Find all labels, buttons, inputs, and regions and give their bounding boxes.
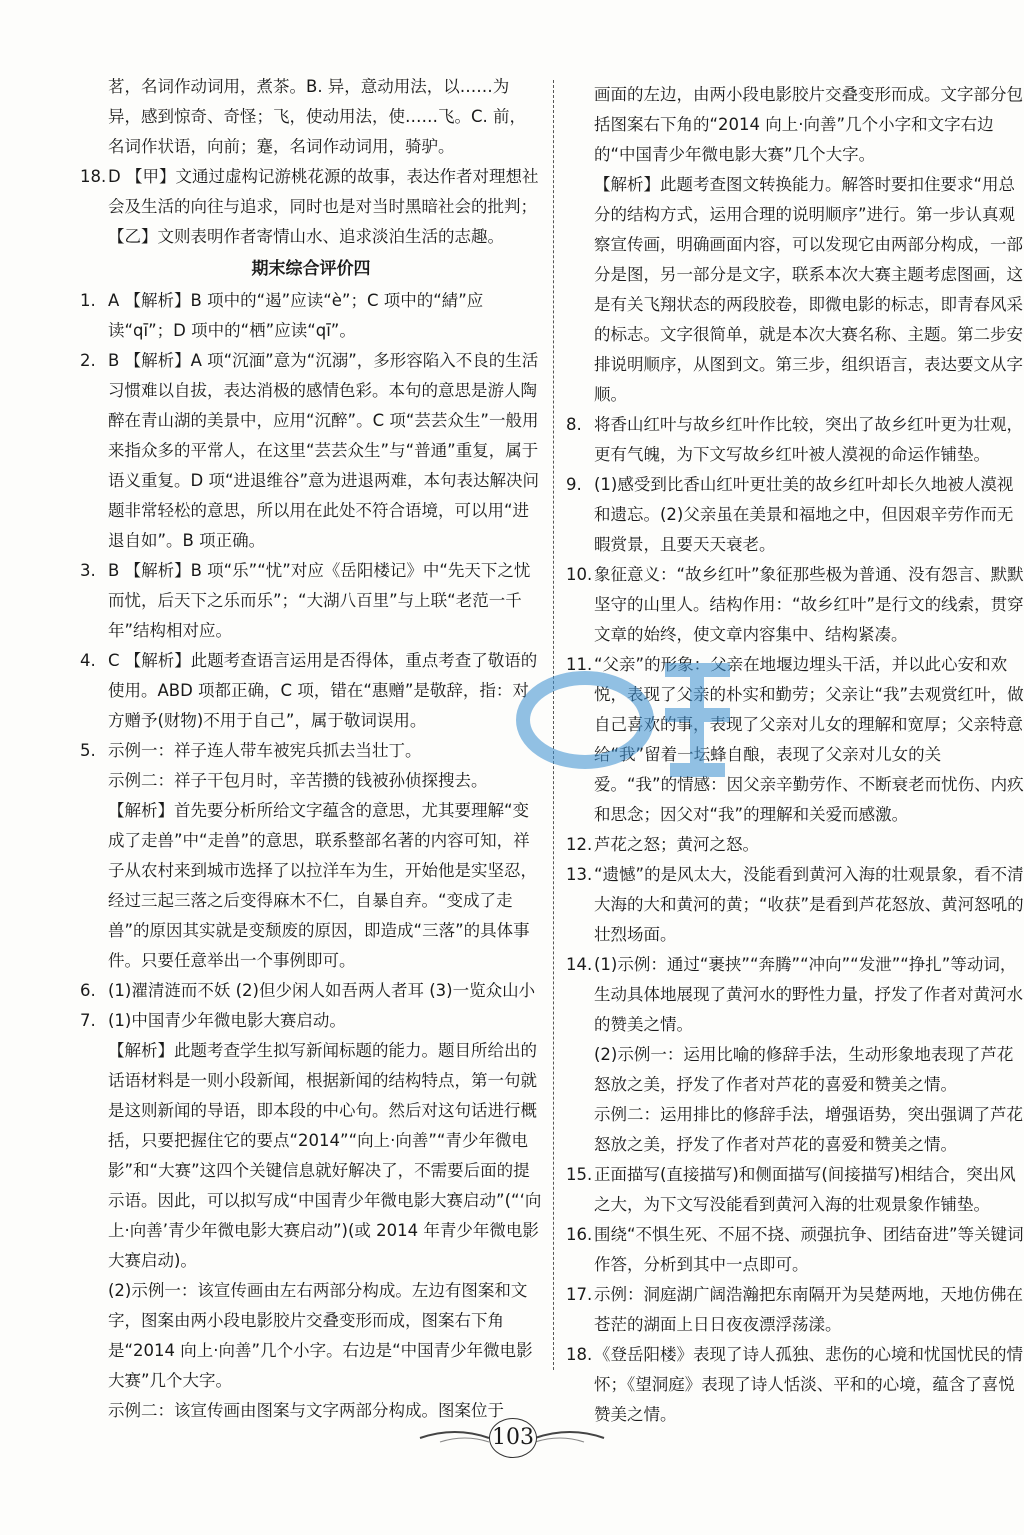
item-text: D 【甲】文通过虚构记游桃花源的故事，表达作者对理想社会及生活的向往与追求，同时也是对当时黑暗社会的批判；【乙】文则表明作者寄情山水、追求淡泊生活的志趣。 <box>108 167 539 246</box>
answer-item <box>566 950 1024 1040</box>
item-text: B 【解析】A 项“沉湎”意为“沉溺”，多形容陷入不良的生活习惯难以自拔，表达消极的感情色彩。本句的意思是游人陶醉在青山湖的美景中，应用“沉醉”。C 项“芸芸众生”一般用来指众多的平常人，在这里“芸芸众生”与“普通”重复，属于语义重复。D 项“进退维谷”意为进退两难，本句表达解决问题非常轻松的意思，所以用在此处不符合语境，可以用“进退自如”。B 项正确。 <box>108 351 540 550</box>
item-number: 7. <box>80 1011 96 1030</box>
sub-paragraph: 【解析】此题考查学生拟写新闻标题的能力。题目所给出的话语材料是一则小段新闻，根据新闻的结构特点，第一句就是这则新闻的导语，即本段的中心句。然后对这句话进行概括，只要把握住它的要点“2014”“向上·向善”“青少年微电影”和“大赛”这四个关键信息就好解决了，不需要后面的提示语。因此，可以拟写成“中国青少年微电影大赛启动”(“‘向上·向善’青少年微电影大赛启动”)(或 2014 年青少年微电影大赛启动)。 <box>108 1041 542 1270</box>
answer-item <box>566 1160 1024 1220</box>
item-text: (1)濯清涟而不妖 (2)但少闲人如吾两人者耳 (3)一览众山小 <box>108 981 536 1000</box>
sub-paragraph: (2)示例一：运用比喻的修辞手法，生动形象地表现了芦花怒放之美，抒发了作者对芦花的喜爱和赞美之情。 <box>594 1045 1014 1094</box>
item-text: (1)中国青少年微电影大赛启动。 <box>108 1011 346 1030</box>
answer-item <box>566 470 1024 560</box>
item-number: 8. <box>566 415 582 434</box>
item-number: 16. <box>566 1225 593 1244</box>
item-text: (1)感受到比香山红叶更壮美的故乡红叶却长久地被人漠视和遗忘。(2)父亲虽在美景和福地之中，但因艰辛劳作而无暇赏景，且要天天衰老。 <box>594 475 1014 554</box>
item-number: 3. <box>80 561 96 580</box>
item-number: 10. <box>566 565 593 584</box>
continued-text: 画面的左边，由两小段电影胶片交叠变形而成。文字部分包括图案右下角的“2014 向上·向善”几个小字和文字右边的“中国青少年微电影大赛”几个大字。 <box>594 85 1023 164</box>
item-number: 9. <box>566 475 582 494</box>
item-text: B 【解析】B 项“乐”“忧”对应《岳阳楼记》中“先天下之忧而忧，后天下之乐而乐”；“大湖八百里”与上联“老范一千年”结构相对应。 <box>108 561 531 640</box>
item-text: 示例：洞庭湖广阔浩瀚把东南隔开为吴楚两地，天地仿佛在苍茫的湖面上日日夜夜漂浮荡漾。 <box>594 1285 1023 1334</box>
answer-item <box>80 736 542 766</box>
answer-item <box>566 860 1024 950</box>
item-number: 12. <box>566 835 593 854</box>
item-number: 6. <box>80 981 96 1000</box>
answer-item <box>80 346 542 556</box>
continued-text: 【解析】此题考查图文转换能力。解答时要扣住要求“用总分的结构方式，运用合理的说明顺序”进行。第一步认真观察宣传画，明确画面内容，可以发现它由两部分构成，一部分是图，另一部分是文字，联系本次大赛主题考虑图画，这是有关飞翔状态的两段胶卷，即微电影的标志，即青春风采的标志。文字很简单，就是本次大赛名称、主题。第二步安排说明顺序，从图到文。第三步，组织语言，表达要文从字顺。 <box>594 175 1023 404</box>
item-number: 4. <box>80 651 96 670</box>
item-number: 13. <box>566 865 593 884</box>
item-text: 芦花之怒；黄河之怒。 <box>594 835 759 854</box>
answer-item <box>80 1006 542 1036</box>
section-title: 期末综合评价四 <box>251 259 371 279</box>
item-number: 5. <box>80 741 96 760</box>
item-number: 14. <box>566 955 593 974</box>
sub-paragraph: 示例二：该宣传画由图案与文字两部分构成。图案位于 <box>108 1401 504 1420</box>
answer-item <box>80 976 542 1006</box>
item-number: 18. <box>566 1345 593 1364</box>
item-text: C 【解析】此题考查语言运用是否得体，重点考查了敬语的使用。ABD 项都正确，C 项，错在“惠赠”是敬辞，指：对方赠予(财物)不用于自己”，属于敬词误用。 <box>108 651 538 730</box>
item-text: 正面描写(直接描写)和侧面描写(间接描写)相结合，突出风之大，为下文写没能看到黄河入海的壮观景象作铺垫。 <box>594 1165 1016 1214</box>
sub-paragraph: 示例二：祥子干包月时，辛苦攒的钱被孙侦探搜去。 <box>108 771 488 790</box>
answer-item <box>566 560 1024 650</box>
item-number: 15. <box>566 1165 593 1184</box>
answer-item <box>566 1280 1024 1340</box>
item-text: 象征意义：“故乡红叶”象征那些极为普通、没有怨言、默默坚守的山里人。结构作用：“故乡红叶”是行文的线索，贯穿文章的始终，使文章内容集中、结构紧凑。 <box>594 565 1024 644</box>
item-text: 围绕“不惧生死、不屈不挠、顽强抗争、团结奋进”等关键词作答，分析到其中一点即可。 <box>594 1225 1024 1274</box>
sub-paragraph: 示例二：运用排比的修辞手法，增强语势，突出强调了芦花怒放之美，抒发了作者对芦花的喜爱和赞美之情。 <box>594 1105 1023 1154</box>
item-text: 示例一：祥子连人带车被宪兵抓去当壮丁。 <box>108 741 422 760</box>
item-number: 17. <box>566 1285 593 1304</box>
answer-item <box>80 556 542 646</box>
continued-text: 茗，名词作动词用，煮茶。B. 异，意动用法，以……为异，感到惊奇、奇怪；飞，使动用法，使……飞。C. 前，名词作状语，向前；蹇，名词作动词用，骑驴。 <box>108 77 527 156</box>
item-text: (1)示例：通过“裹挟”“奔腾”“冲向”“发泄”“挣扎”等动词，生动具体地展现了黄河水的野性力量，抒发了作者对黄河水的赞美之情。 <box>594 955 1023 1034</box>
watermark-logo <box>515 640 755 800</box>
answer-item <box>566 830 1024 860</box>
item-text: 《登岳阳楼》表现了诗人孤独、悲伤的心境和忧国忧民的情怀；《望洞庭》表现了诗人恬淡、平和的心境，蕴含了喜悦赞美之情。 <box>594 1345 1023 1424</box>
item-text: “父亲”的形象：父亲在地堰边埋头干活，并以此心安和欢悦，表现了父亲的朴实和勤劳；父亲让“我”去观赏红叶，做自己喜欢的事，表现了父亲对儿女的理解和宽厚；父亲特意给“我”留着一坛蜂自酿，表现了父亲对儿女的关爱。“我”的情感：因父亲辛勤劳作、不断衰老而忧伤、内疚和思念；因父对“我”的理解和关爱而感激。 <box>594 655 1024 824</box>
item-text: “遗憾”的是风太大，没能看到黄河入海的壮观景象，看不清大海的大和黄河的黄；“收获”是看到芦花怒放、黄河怒吼的壮烈场面。 <box>594 865 1024 944</box>
left-column <box>80 72 542 1426</box>
answer-item <box>566 410 1024 470</box>
item-text: 将香山红叶与故乡红叶作比较，突出了故乡红叶更为壮观，更有气魄，为下文写故乡红叶被人漠视的命运作铺垫。 <box>594 415 1023 464</box>
item-number: 18. <box>80 167 107 186</box>
answer-item <box>80 646 542 736</box>
item-number: 1. <box>80 291 96 310</box>
item-number: 11. <box>566 655 593 674</box>
item-number: 2. <box>80 351 96 370</box>
item-text: A 【解析】B 项中的“遏”应读“è”；C 项中的“綪”应读“qī”；D 项中的“栖”应读“qī”。 <box>108 291 484 340</box>
page-number: 103 <box>489 1418 537 1458</box>
sub-paragraph: (2)示例一：该宣传画由左右两部分构成。左边有图案和文字，图案由两小段电影胶片交叠变形而成，图案右下角是“2014 向上·向善”几个小字。右边是“中国青少年微电影大赛”几个大字。 <box>108 1281 533 1390</box>
answer-item <box>80 162 542 252</box>
answer-item <box>80 286 542 346</box>
sub-paragraph: 【解析】首先要分析所给文字蕴含的意思，尤其要理解“变成了走兽”中“走兽”的意思，联系整部名著的内容可知，祥子从农村来到城市选择了以拉洋车为生，开始他是实坚忍，经过三起三落之后变得麻木不仁，自暴自弃。“变成了走兽”的原因其实就是变颓废的原因，即造成“三落”的具体事件。只要任意举出一个事例即可。 <box>108 801 537 970</box>
answer-item <box>566 1220 1024 1280</box>
